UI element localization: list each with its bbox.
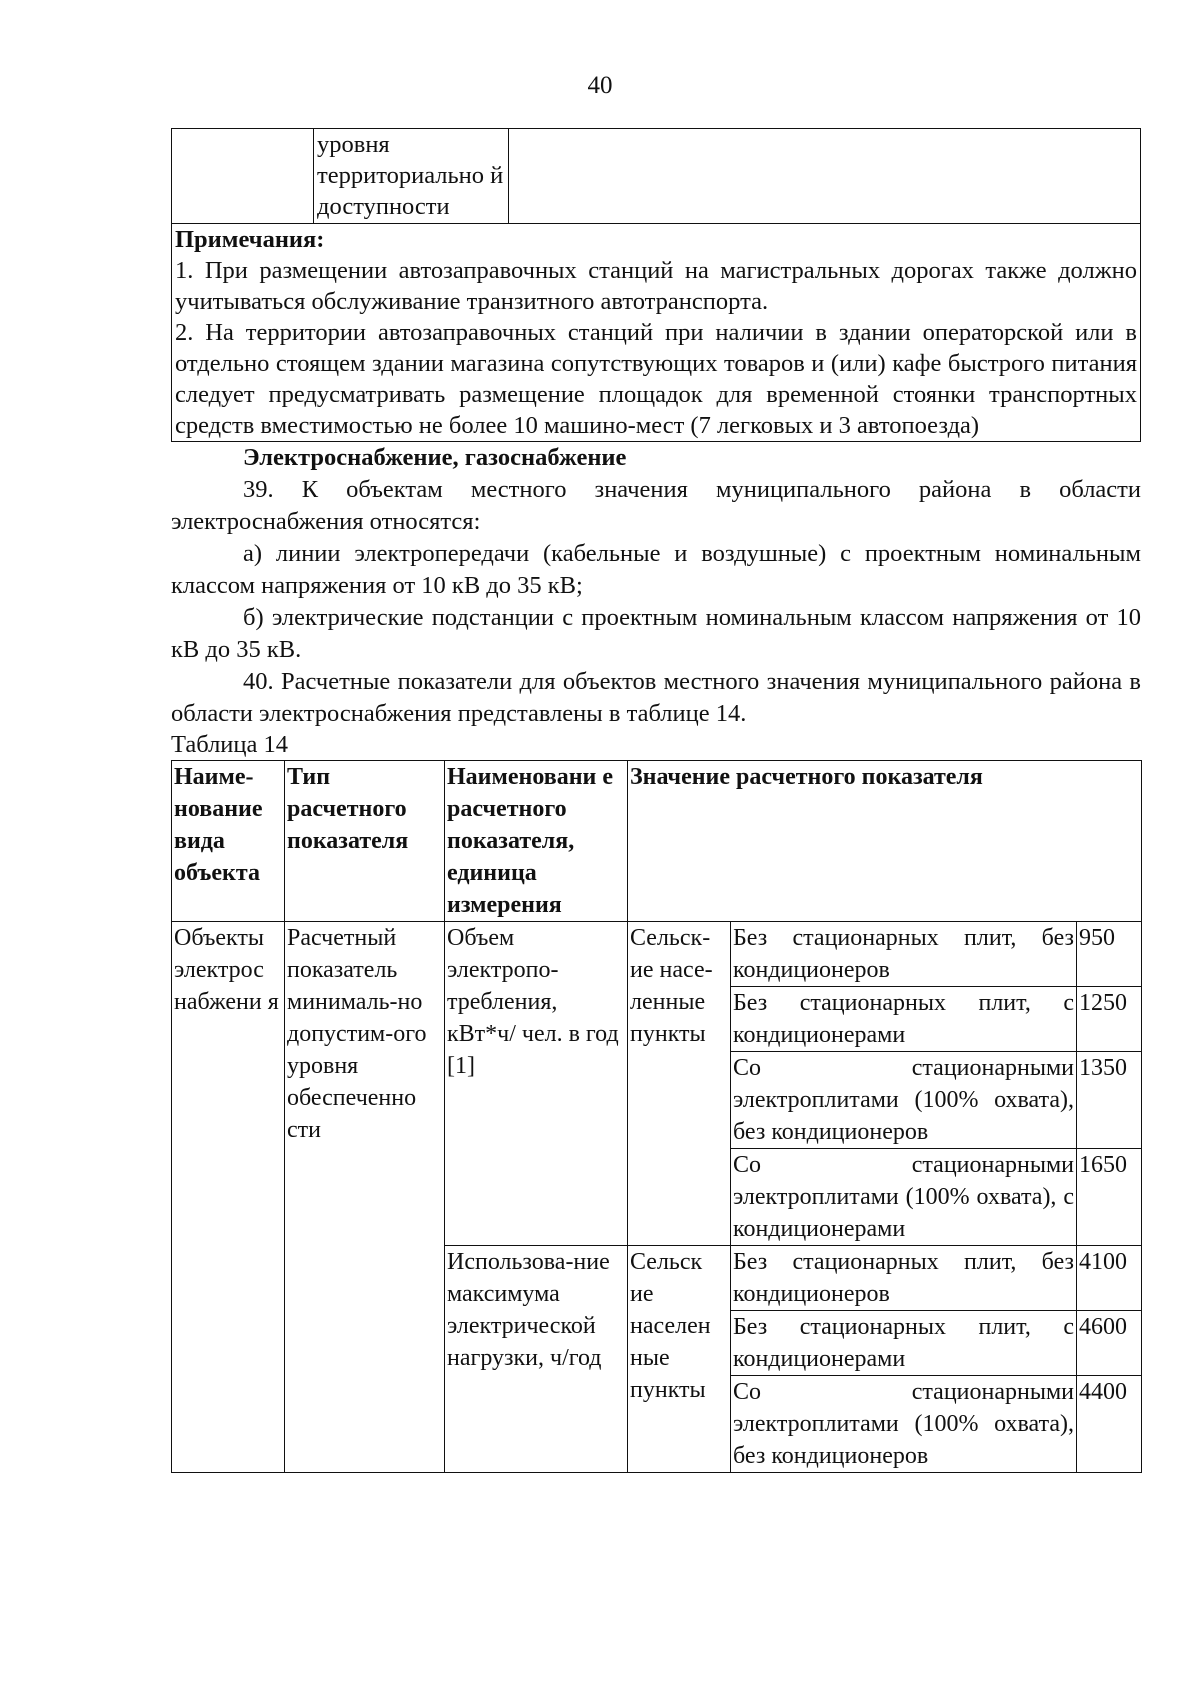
table-14 (171, 760, 1142, 1473)
row-desc: Со стационарными электроплитами (100% охвата), с кондиционерами (731, 1149, 1077, 1246)
row-desc: Без стационарных плит, без кондиционеров (731, 1246, 1077, 1311)
header-indicator-value: Значение расчетного показателя (628, 761, 1142, 922)
paragraph-b: б) электрические подстанции с проектным номинальным классом напряжения от 10 кВ до 35 кВ. (171, 604, 1141, 663)
table-caption: Таблица 14 (171, 731, 289, 758)
note-2: 2. На территории автозаправочных станций при наличии в здании операторской или в отдельно стоящем здании магазина сопутствующих товаров и (или) кафе быстрого питания следует предусматривать размещение площадок для временной стоянки транспортных средств вместимостью не более 10 машино-мест (7 легковых и 3 автопоезда) (175, 319, 1137, 439)
notes-title: Примечания: (175, 226, 325, 253)
row-value: 4600 (1077, 1311, 1142, 1376)
header-indicator-type: Тип расчетного показателя (285, 761, 445, 922)
settlement-2: Сельск ие населен ные пункты (628, 1246, 731, 1473)
table-row (172, 129, 1141, 224)
table-continuation (171, 128, 1141, 442)
object-cell: Объекты электрос набжени я (172, 922, 285, 1473)
row-value: 950 (1077, 922, 1142, 987)
row-value: 1250 (1077, 987, 1142, 1052)
page-number: 40 (587, 72, 613, 99)
level-cell: уровня территориально й доступности (314, 129, 509, 224)
row-value: 4100 (1077, 1246, 1142, 1311)
paragraph-40: 40. Расчетные показатели для объектов местного значения муниципального района в области электроснабжения представлены в таблице 14. (171, 668, 1141, 727)
row-desc: Без стационарных плит, без кондиционеров (731, 922, 1077, 987)
section-title: Электроснабжение, газоснабжение (243, 444, 627, 471)
table-row (172, 922, 1142, 987)
note-1: 1. При размещении автозаправочных станций на магистральных дорогах также должно учитываться обслуживание транзитного автотранспорта. (175, 257, 1137, 315)
row-desc: Без стационарных плит, с кондиционерами (731, 1311, 1077, 1376)
header-indicator-name: Наименовани е расчетного показателя, единица измерения (445, 761, 628, 922)
paragraph-39: 39. К объектам местного значения муниципального района в области электроснабжения относятся: (171, 476, 1141, 535)
group-name-2: Использова-ние максимума электрической нагрузки, ч/год (445, 1246, 628, 1473)
row-value: 1350 (1077, 1052, 1142, 1149)
row-value: 1650 (1077, 1149, 1142, 1246)
row-desc: Со стационарными электроплитами (100% охвата), без кондиционеров (731, 1052, 1077, 1149)
row-desc: Со стационарными электроплитами (100% охвата), без кондиционеров (731, 1376, 1077, 1473)
row-desc: Без стационарных плит, с кондиционерами (731, 987, 1077, 1052)
notes-row (172, 224, 1141, 442)
page-content (171, 128, 1141, 1473)
type-cell: Расчетный показатель минималь-но допустим-ого уровня обеспеченно сти (285, 922, 445, 1473)
table-header-row (172, 761, 1142, 922)
header-object-name: Наиме-нование вида объекта (172, 761, 285, 922)
settlement-1: Сельск-ие насе-ленные пункты (628, 922, 731, 1246)
row-value: 4400 (1077, 1376, 1142, 1473)
paragraph-a: а) линии электропередачи (кабельные и воздушные) с проектным номинальным классом напряжения от 10 кВ до 35 кВ; (171, 540, 1141, 599)
group-name-1: Объем электропо-требления, кВт*ч/ чел. в год [1] (445, 922, 628, 1246)
